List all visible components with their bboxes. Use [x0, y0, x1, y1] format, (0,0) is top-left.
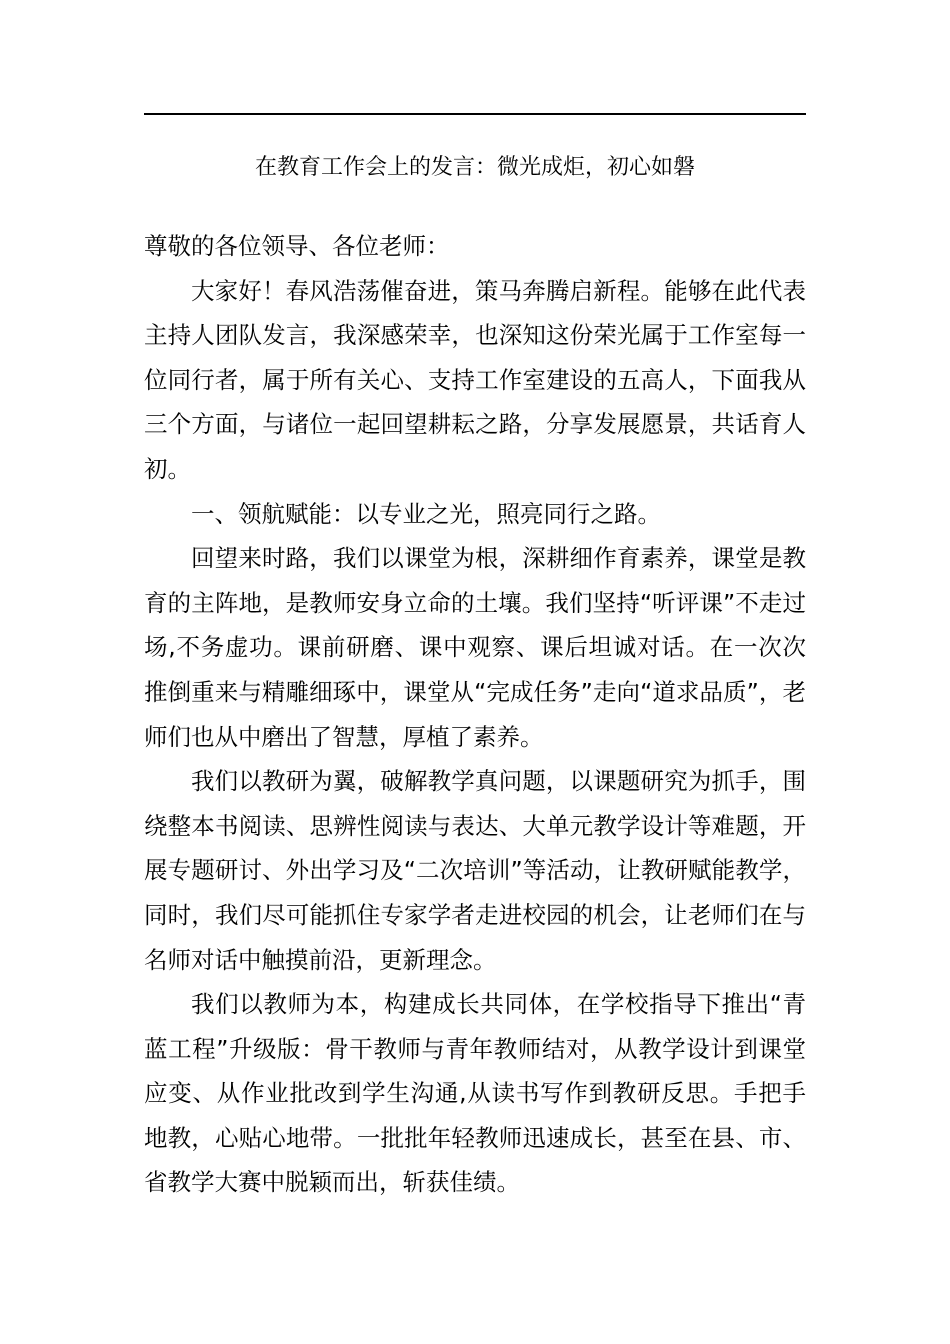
salutation: 尊敬的各位领导、各位老师： — [144, 232, 450, 260]
paragraph-classroom: 回望来时路，我们以课堂为根，深耕细作育素养，课堂是教育的主阵地，是教师安身立命的土壤。我们坚持“听评课”不走过场,不务虚功。课前研磨、课中观察、课后坦诚对话。在一次次推倒重来与精雕细琢中，课堂从“完成任务”走向“道求品质”，老师们也从中磨出了智慧，厚植了素养。 — [144, 544, 806, 751]
document-body — [144, 224, 806, 1205]
document-title: 在教育工作会上的发言：微光成炬，初心如磐 — [254, 155, 695, 180]
header-rule — [144, 113, 806, 115]
paragraph-greeting: 大家好！春风浩荡催奋进，策马奔腾启新程。能够在此代表主持人团队发言，我深感荣幸，也深知这份荣光属于工作室每一位同行者，属于所有关心、支持工作室建设的五高人，下面我从三个方面，与诸位一起回望耕耘之路，分享发展愿景，共话育人初。 — [144, 276, 806, 483]
paragraph-teachers: 我们以教师为本，构建成长共同体，在学校指导下推出“青蓝工程”升级版：骨干教师与青年教师结对，从教学设计到课堂应变、从作业批改到学生沟通,从读书写作到教研反思。手把手地教，心贴心地带。一批批年轻教师迅速成长，甚至在县、市、省教学大赛中脱颖而出，斩获佳绩。 — [144, 990, 806, 1197]
paragraph-research: 我们以教研为翼，破解教学真问题，以课题研究为抓手，围绕整本书阅读、思辨性阅读与表达、大单元教学设计等难题，开展专题研讨、外出学习及“二次培训”等活动，让教研赋能教学，同时，我们尽可能抓住专家学者走进校园的机会，让老师们在与名师对话中触摸前沿，更新理念。 — [144, 767, 806, 974]
section-heading-1: 一、领航赋能：以专业之光，照亮同行之路。 — [191, 499, 661, 528]
